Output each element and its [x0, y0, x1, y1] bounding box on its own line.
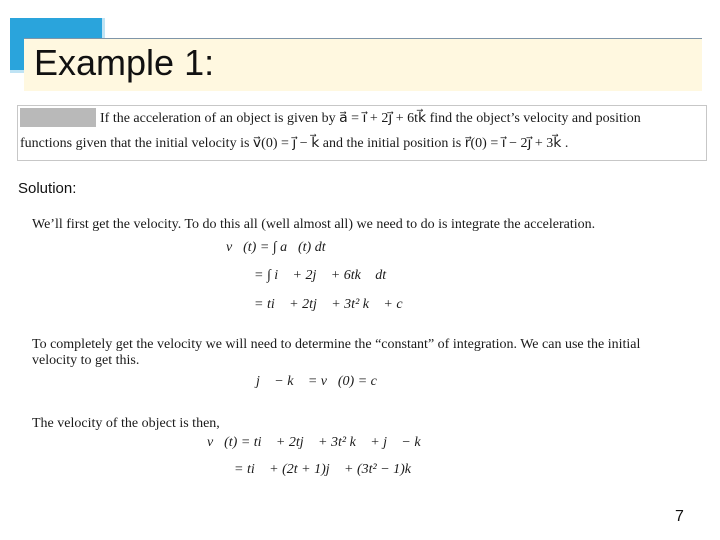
velocity-integral-expanded: = ∫ i⃗ + 2j⃗ + 6tk⃗ dt	[254, 268, 387, 283]
solution-label: Solution:	[18, 180, 77, 197]
velocity-final-equation: v⃗(t) = ti⃗ + 2tj⃗ + 3t² k⃗ + j⃗ − k⃗	[207, 435, 432, 450]
velocity-integral-equation: v⃗(t) = ∫ a⃗(t) dt	[226, 240, 326, 255]
solution-paragraph-2-line-1: To completely get the velocity we will need to determine the “constant” of integration. We can use the initial	[32, 337, 641, 352]
solution-paragraph-3: The velocity of the object is then,	[32, 416, 220, 431]
problem-line-2: functions given that the initial velocity is v⃗(0) = j⃗ − k⃗ and the initial position is r⃗(0) = i⃗ − 2j⃗ + 3k⃗ .	[20, 136, 569, 151]
solution-paragraph-2-line-2: velocity to get this.	[32, 353, 140, 368]
page-number: 7	[675, 508, 684, 525]
problem-label-tab	[20, 108, 96, 127]
slide-title: Example 1:	[34, 42, 215, 83]
problem-statement-box	[17, 105, 707, 161]
solution-intro-text: We’ll first get the velocity. To do this all (well almost all) we need to do is integrate the acceleration.	[32, 217, 596, 232]
velocity-general-solution: = ti⃗ + 2tj⃗ + 3t² k⃗ + c⃗	[254, 297, 414, 312]
velocity-simplified-equation: = ti⃗ + (2t + 1)j⃗ + (3t² − 1)k⃗	[234, 462, 422, 477]
problem-line-1: If the acceleration of an object is given by a⃗ = i⃗ + 2j⃗ + 6tk⃗ find the object’s velocity and position	[100, 111, 641, 126]
initial-condition-equation: j⃗ − k⃗ = v⃗(0) = c⃗	[256, 374, 388, 389]
